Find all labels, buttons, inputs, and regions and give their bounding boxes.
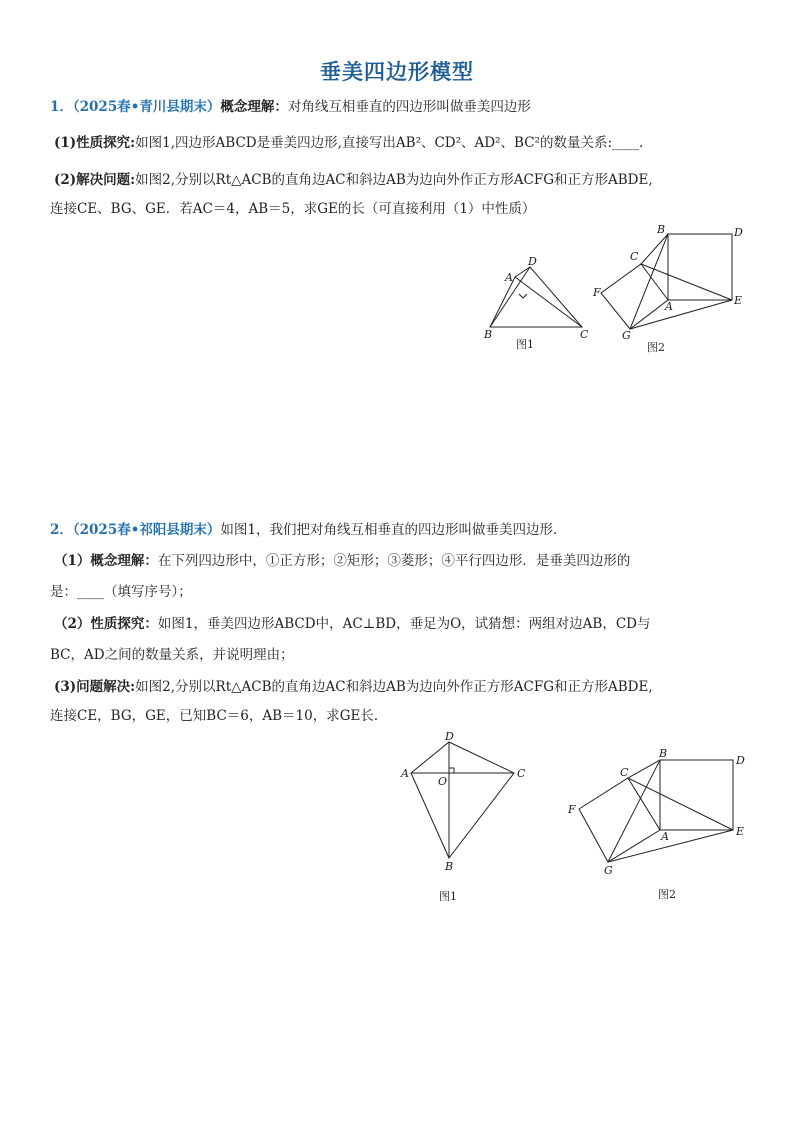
question-2-part-1 xyxy=(54,551,630,571)
page-title: 垂美四边形模型 xyxy=(320,60,474,84)
label-c: C xyxy=(580,328,589,341)
question-2-line-1 xyxy=(50,520,566,540)
part-text: 如图1，垂美四边形ABCD中，AC⊥BD，垂足为O，试猜想：两组对边AB，CD与 xyxy=(157,616,651,632)
part-label: (3)问题解决: xyxy=(54,679,136,695)
square-abde xyxy=(668,234,732,300)
label-g: G xyxy=(622,329,631,342)
label-d: D xyxy=(528,255,537,268)
label-c: C xyxy=(620,766,629,779)
question-2-part-1-continued: 是：____（填写序号）； xyxy=(50,584,192,600)
question-2-part-3-continued: 连接CE，BG，GE，已知BC＝6，AB＝10，求GE长． xyxy=(50,708,388,724)
figure-caption: 图2 xyxy=(647,341,665,354)
label-f: F xyxy=(568,803,576,816)
label-e: E xyxy=(736,825,745,838)
part-label: (1)性质探究: xyxy=(54,135,136,151)
label-d: D xyxy=(736,754,745,767)
label-d: D xyxy=(734,226,743,239)
label-d: D xyxy=(445,730,454,743)
label-e: E xyxy=(734,294,743,307)
figure-caption: 图2 xyxy=(658,888,676,901)
segment-bc xyxy=(641,234,668,264)
part-label: (2)解决问题: xyxy=(54,172,136,188)
question-2-part-2-continued: BC，AD之间的数量关系，并说明理由； xyxy=(50,647,294,663)
square-acfg xyxy=(579,778,660,862)
label-b: B xyxy=(445,860,454,873)
segment-ge xyxy=(608,830,733,862)
label-o: O xyxy=(438,775,448,788)
right-angle-mark xyxy=(519,294,527,298)
part-label: （2）性质探究： xyxy=(54,616,158,632)
question-1-part-2-continued: 连接CE、BG、GE．若AC＝4，AB＝5，求GE的长（可直接利用（1）中性质） xyxy=(50,201,536,217)
part-text: 在下列四边形中，①正方形；②矩形；③菱形；④平行四边形．是垂美四边形的 xyxy=(157,553,631,569)
figure-caption: 图1 xyxy=(439,890,457,903)
intro-text: 如图1，我们把对角线互相垂直的四边形叫做垂美四边形． xyxy=(220,522,567,538)
part-text: 如图2,分别以Rt△ACB的直角边AC和斜边AB为边向外作正方形ACFG和正方形ABDE, xyxy=(135,172,653,188)
question-1-header: 1．（2025春•青川县期末） xyxy=(50,99,221,115)
part-label: （1）概念理解： xyxy=(54,553,158,569)
label-b: B xyxy=(659,747,668,760)
concept-text: 对角线互相垂直的四边形叫做垂美四边形 xyxy=(287,99,531,115)
square-acfg xyxy=(601,264,668,329)
q2-figure-1 xyxy=(395,730,530,908)
question-2-part-2 xyxy=(54,614,650,634)
question-1-part-2 xyxy=(54,170,653,190)
concept-label: 概念理解： xyxy=(220,99,288,115)
question-2-header: 2．（2025春•祁阳县期末） xyxy=(50,522,221,538)
label-f: F xyxy=(593,286,601,299)
q1-figure-1 xyxy=(478,250,598,360)
label-a: A xyxy=(661,830,669,843)
label-a: A xyxy=(401,767,409,780)
q2-figure-2 xyxy=(562,744,762,904)
label-b: B xyxy=(657,223,666,236)
figure-caption: 图1 xyxy=(516,338,534,351)
quadrilateral-abcd xyxy=(411,742,514,858)
part-text: 如图2,分别以Rt△ACB的直角边AC和斜边AB为边向外作正方形ACFG和正方形ABDE, xyxy=(135,679,653,695)
question-1-part-1 xyxy=(54,133,643,153)
label-a: A xyxy=(505,271,513,284)
label-c: C xyxy=(517,767,526,780)
question-1-line-1 xyxy=(50,97,531,117)
label-a: A xyxy=(665,300,673,313)
label-b: B xyxy=(484,328,493,341)
square-abde xyxy=(660,760,733,830)
quadrilateral-abcd xyxy=(490,267,582,327)
segment-bg xyxy=(608,760,660,862)
diagonal-ac xyxy=(515,277,582,327)
label-c: C xyxy=(630,250,639,263)
q1-figure-2 xyxy=(588,222,754,357)
label-g: G xyxy=(604,864,613,877)
part-text: 如图1,四边形ABCD是垂美四边形,直接写出AB²、CD²、AD²、BC²的数量关系:____. xyxy=(135,135,644,151)
question-2-part-3 xyxy=(54,677,653,697)
right-angle-mark xyxy=(449,768,454,773)
segment-ge xyxy=(630,300,732,329)
